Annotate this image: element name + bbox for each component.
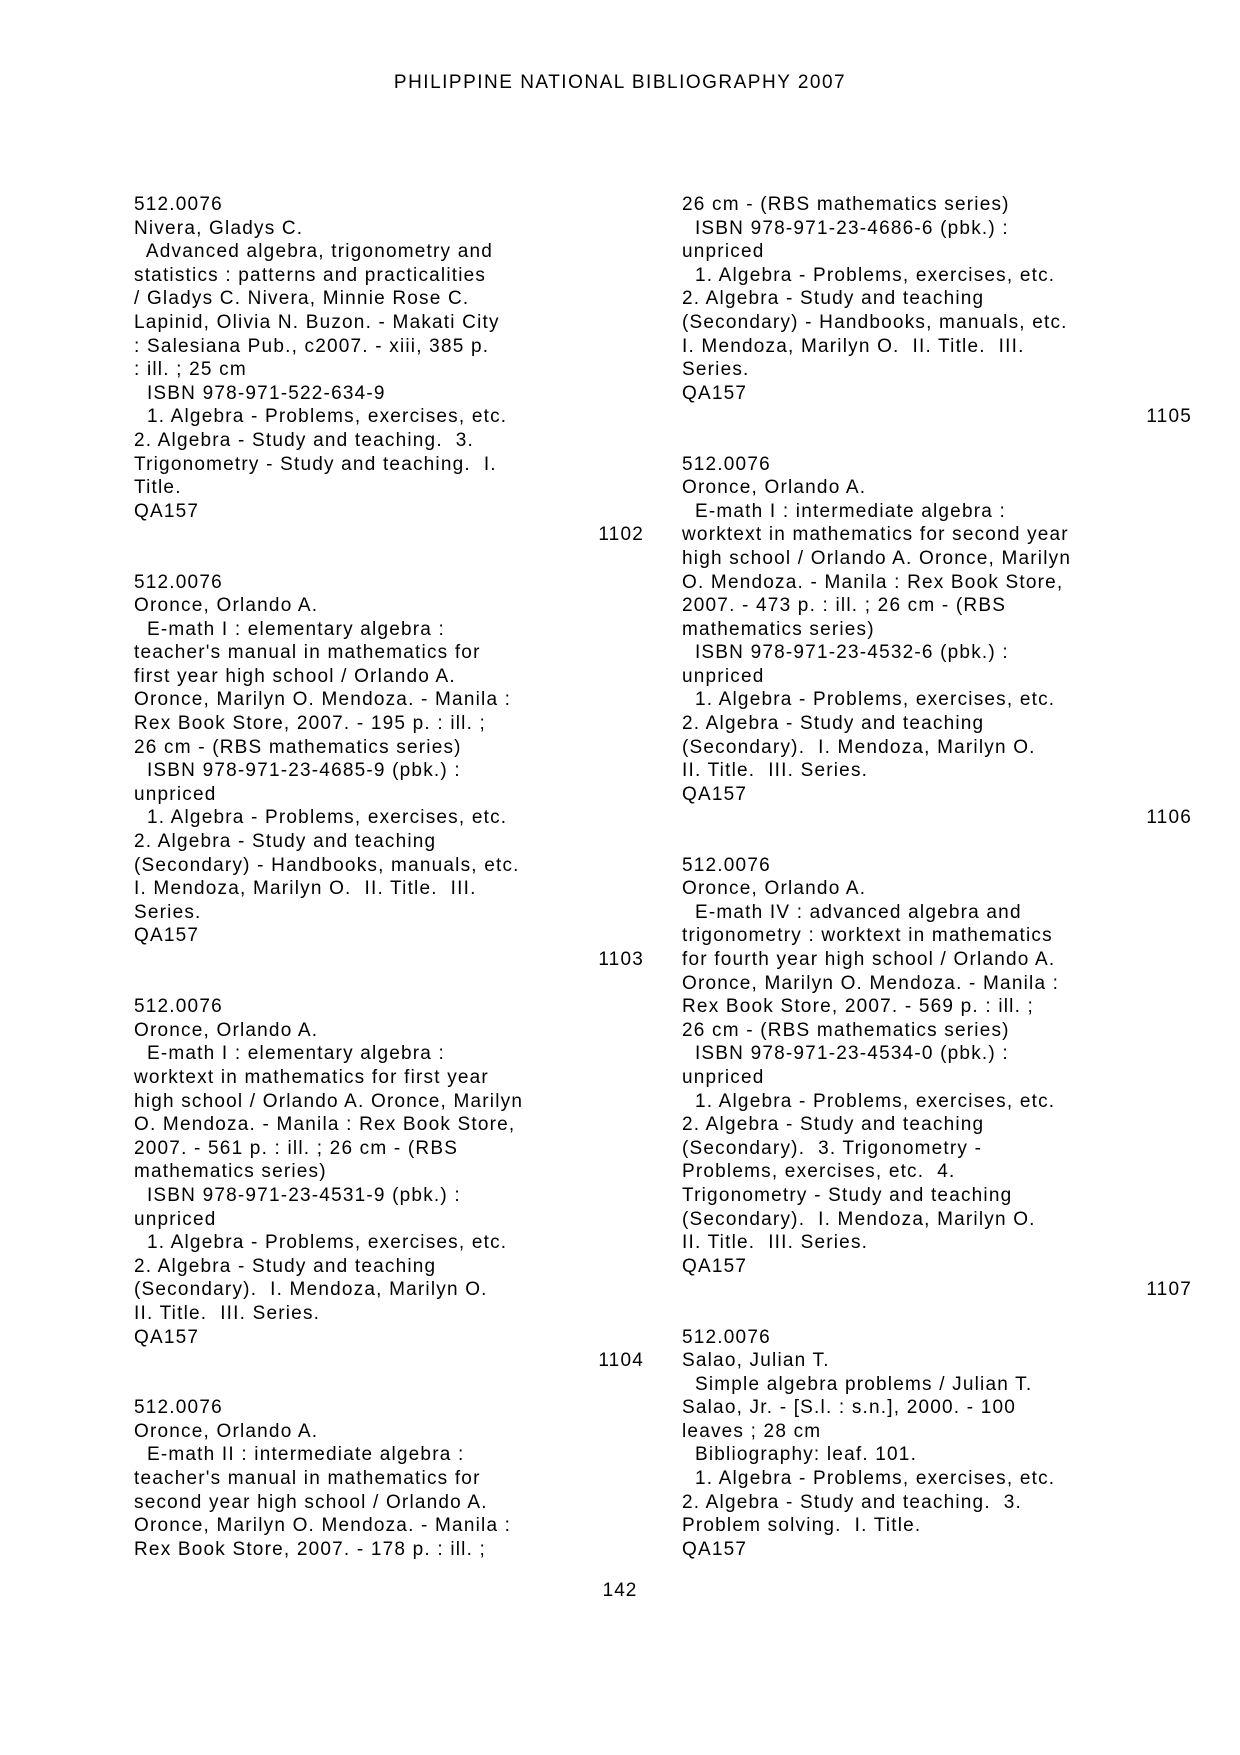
entry-line: O. Mendoza. - Manila : Rex Book Store, [134, 1114, 516, 1136]
entry-line: : Salesiana Pub., c2007. - xiii, 385 p. [134, 335, 490, 357]
entry-line: I. Mendoza, Marilyn O. II. Title. III. [682, 335, 1025, 357]
entry-line: worktext in mathematics for first year [134, 1066, 489, 1088]
page-number: 142 [602, 1580, 638, 1601]
entry-line: first year high school / Orlando A. [134, 665, 456, 687]
entry-line: QA157 [134, 925, 200, 947]
entry-line: Salao, Julian T. [682, 1350, 830, 1372]
entry-line: QA157 [134, 1326, 200, 1348]
blank-line [682, 1302, 1192, 1326]
entry-line: 1. Algebra - Problems, exercises, etc. [134, 406, 508, 428]
entry-line: Oronce, Marilyn O. Mendoza. - Manila : [682, 972, 1060, 994]
entry-line: Title. [134, 477, 182, 499]
entry-line: Advanced algebra, trigonometry and [134, 241, 494, 263]
entry-number: 1105 [1146, 406, 1192, 428]
entry-line: 2. Algebra - Study and teaching [682, 713, 985, 735]
entry-line: II. Title. III. Series. [682, 760, 869, 782]
entry-line: E-math I : elementary algebra : [134, 1043, 445, 1065]
right-column [682, 193, 1192, 1561]
entry-line: unpriced [134, 1208, 217, 1230]
entry-line: Trigonometry - Study and teaching. I. [134, 453, 497, 475]
entry-number: 1107 [1146, 1279, 1192, 1301]
entry-line: 2. Algebra - Study and teaching [134, 1255, 437, 1277]
entry-number: 1102 [598, 524, 644, 546]
entry-line: Series. [682, 359, 750, 381]
entry-line: high school / Orlando A. Oronce, Marilyn [134, 1090, 524, 1112]
entry-line: Problems, exercises, etc. 4. [682, 1161, 956, 1183]
entry-line: ISBN 978-971-23-4686-6 (pbk.) : [682, 217, 1009, 239]
entry-line: QA157 [134, 500, 200, 522]
entry-line: 1. Algebra - Problems, exercises, etc. [134, 1232, 508, 1254]
entry-line: II. Title. III. Series. [134, 1302, 321, 1324]
entry-line: Rex Book Store, 2007. - 178 p. : ill. ; [134, 1538, 487, 1560]
entry-line: for fourth year high school / Orlando A. [682, 949, 1056, 970]
entry-line: (Secondary). 3. Trigonometry - [682, 1137, 983, 1159]
entry-line: 2007. - 473 p. : ill. ; 26 cm - (RBS [682, 595, 1007, 617]
entry-line: unpriced [682, 241, 765, 263]
entry-line: 2. Algebra - Study and teaching [682, 1114, 985, 1136]
entry-line: 1. Algebra - Problems, exercises, etc. [682, 264, 1056, 286]
entry-line: (Secondary) - Handbooks, manuals, etc. [134, 854, 520, 876]
entry-line: Rex Book Store, 2007. - 195 p. : ill. ; [134, 713, 487, 735]
entry-line: teacher's manual in mathematics for [134, 1468, 481, 1490]
entry-line: worktext in mathematics for second year [682, 524, 1069, 546]
entry-line: ISBN 978-971-23-4534-0 (pbk.) : [682, 1043, 1009, 1065]
entry-line: teacher's manual in mathematics for [134, 642, 481, 664]
entry-line: 512.0076 [134, 571, 223, 593]
entry-line: Problem solving. I. Title. [682, 1515, 922, 1537]
entry-line: Oronce, Orlando A. [682, 477, 867, 499]
entry-line: (Secondary). I. Mendoza, Marilyn O. [682, 1208, 1036, 1230]
entry-line: Lapinid, Olivia N. Buzon. - Makati City [134, 311, 500, 333]
entry-line: Bibliography: leaf. 101. [682, 1444, 918, 1466]
entry-line: (Secondary). I. Mendoza, Marilyn O. [134, 1279, 488, 1301]
entry-line: Oronce, Orlando A. [134, 595, 319, 617]
entry-line: Nivera, Gladys C. [134, 217, 304, 239]
entry-line: Salao, Jr. - [S.l. : s.n.], 2000. - 100 [682, 1397, 1017, 1419]
entry-line: 512.0076 [682, 1326, 771, 1348]
entry-line: I. Mendoza, Marilyn O. II. Title. III. [134, 878, 477, 900]
entry-line: Trigonometry - Study and teaching [682, 1184, 1013, 1206]
entry-line: Series. [134, 901, 202, 923]
left-column [134, 193, 644, 1561]
entry-line: (Secondary) - Handbooks, manuals, etc. [682, 311, 1068, 333]
entry-line: / Gladys C. Nivera, Minnie Rose C. [134, 288, 470, 310]
entry-number: 1106 [1146, 807, 1192, 829]
entry-line: 1. Algebra - Problems, exercises, etc. [682, 1090, 1056, 1112]
entry-line: trigonometry : worktext in mathematics [682, 925, 1053, 947]
entry-line: Simple algebra problems / Julian T. [682, 1373, 1033, 1395]
entry-line: 1. Algebra - Problems, exercises, etc. [134, 807, 508, 829]
running-title: PHILIPPINE NATIONAL BIBLIOGRAPHY 2007 [393, 72, 847, 93]
entry-line: QA157 [682, 1538, 748, 1560]
entry-line: QA157 [682, 382, 748, 404]
entry-line: Oronce, Orlando A. [682, 878, 867, 900]
entry-line: second year high school / Orlando A. [134, 1491, 488, 1513]
entry-line: 26 cm - (RBS mathematics series) [682, 1019, 1010, 1041]
entry-line: 512.0076 [134, 194, 223, 215]
entry-line: 512.0076 [134, 1397, 223, 1419]
entry-line: Oronce, Marilyn O. Mendoza. - Manila : [134, 1515, 512, 1537]
entry-line: high school / Orlando A. Oronce, Marilyn [682, 547, 1072, 569]
entry-line: Oronce, Orlando A. [134, 1019, 319, 1041]
blank-line [682, 429, 1192, 453]
entry-line: unpriced [134, 783, 217, 805]
entry-line: E-math II : intermediate algebra : [134, 1444, 465, 1466]
entry-line: mathematics series) [134, 1161, 327, 1183]
entry-line: 512.0076 [134, 996, 223, 1018]
entry-line: ISBN 978-971-23-4532-6 (pbk.) : [682, 642, 1009, 664]
entry-number: 1104 [598, 1350, 644, 1372]
entry-line: II. Title. III. Series. [682, 1232, 869, 1254]
entry-line: Oronce, Orlando A. [134, 1420, 319, 1442]
entry-line: QA157 [682, 783, 748, 805]
entry-line: : ill. ; 25 cm [134, 359, 247, 381]
blank-line [682, 830, 1192, 854]
entry-line: 2. Algebra - Study and teaching. 3. [134, 429, 475, 451]
entry-line: 2007. - 561 p. : ill. ; 26 cm - (RBS [134, 1137, 459, 1159]
entry-number: 1103 [598, 949, 644, 970]
entry-line: E-math I : intermediate algebra : [682, 500, 1006, 522]
entry-line: unpriced [682, 1066, 765, 1088]
blank-line [134, 1373, 644, 1397]
entry-line: statistics : patterns and practicalities [134, 264, 487, 286]
entry-line: unpriced [682, 665, 765, 687]
entry-line: ISBN 978-971-23-4685-9 (pbk.) : [134, 760, 461, 782]
entry-line: 2. Algebra - Study and teaching [134, 831, 437, 853]
entry-line: O. Mendoza. - Manila : Rex Book Store, [682, 571, 1064, 593]
entry-line: leaves ; 28 cm [682, 1420, 822, 1442]
entry-line: 512.0076 [682, 854, 771, 876]
entry-line: 512.0076 [682, 453, 771, 475]
entry-line: QA157 [682, 1255, 748, 1277]
entry-line: 1. Algebra - Problems, exercises, etc. [682, 689, 1056, 711]
entry-line: 2. Algebra - Study and teaching. 3. [682, 1491, 1023, 1513]
entry-line: ISBN 978-971-23-4531-9 (pbk.) : [134, 1184, 461, 1206]
entry-line: Oronce, Marilyn O. Mendoza. - Manila : [134, 689, 512, 711]
entry-line: E-math IV : advanced algebra and [682, 901, 1022, 923]
entry-line: mathematics series) [682, 618, 875, 640]
entry-line: Rex Book Store, 2007. - 569 p. : ill. ; [682, 996, 1035, 1018]
blank-line [134, 547, 644, 571]
entry-line: ISBN 978-971-522-634-9 [134, 382, 386, 404]
entry-line: E-math I : elementary algebra : [134, 618, 445, 640]
entry-line: 2. Algebra - Study and teaching [682, 288, 985, 310]
entry-line: 26 cm - (RBS mathematics series) [682, 194, 1010, 215]
entry-line: (Secondary). I. Mendoza, Marilyn O. [682, 736, 1036, 758]
blank-line [134, 972, 644, 996]
entry-line: 26 cm - (RBS mathematics series) [134, 736, 462, 758]
entry-line: 1. Algebra - Problems, exercises, etc. [682, 1468, 1056, 1490]
